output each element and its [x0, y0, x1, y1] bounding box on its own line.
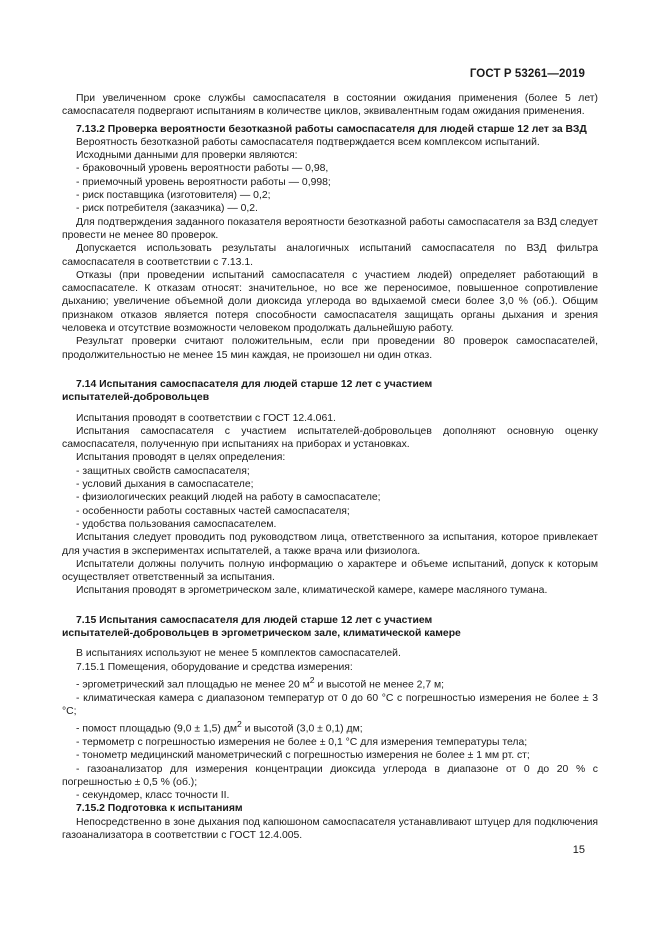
document-body — [62, 92, 598, 842]
list-item-text: и высотой (3,0 ± 0,1) дм; — [241, 723, 363, 735]
section-heading-line: испытателей-добровольцев в эргометрическом зале, климатической камере — [62, 627, 461, 639]
paragraph: Допускается использовать результаты аналогичных испытаний самоспасателя по ВЗД фильтра самоспасателя в соответствии с 7.13.1. — [62, 243, 598, 268]
section-heading-7-14 — [62, 378, 598, 405]
section-heading-line: испытателей-добровольцев — [62, 392, 210, 404]
paragraph: Испытания проводят в целях определения: — [76, 452, 286, 464]
page-number: 15 — [572, 844, 585, 856]
paragraph: Испытания следует проводить под руководством лица, ответственного за испытания, которое привлекает для участия в экспериментах испытателей, а также врача или физиолога. — [62, 532, 598, 557]
superscript: 2 — [309, 674, 315, 685]
list-item-text: и высотой не менее 2,7 м; — [314, 679, 445, 691]
paragraph: Испытатели должны получить полную информацию о характере и объеме испытаний, допуск к которым осуществляет ответственный за испытания. — [62, 558, 598, 584]
section-heading-7-15-2: 7.15.2 Подготовка к испытаниям — [76, 803, 243, 815]
list-item: - удобства пользования самоспасателем. — [76, 518, 277, 530]
list-item — [62, 674, 598, 692]
paragraph: Испытания самоспасателя с участием испытателей-добровольцев дополняют основную оценку самоспасателя, полученную при испытаниях на приборах и установках. — [62, 425, 598, 451]
paragraph: При увеличенном сроке службы самоспасателя в состоянии ожидания применения (более 5 лет) самоспасателя подвергают испытаниям в количестве циклов, эквивалентным годам ожидания применения. — [62, 93, 598, 118]
paragraph: Отказы (при проведении испытаний самоспасателя с участием людей) определяет работающий в самоспасателе. К отказам относят: значительное, но все же переносимое, повышенное сопротивление дыханию; увеличение объемной доли диоксида углерода во вдыхаемой смеси более 3,0 % (об.). Общим признаком отказов является потеря способности самоспасателя защищать органы дыхания и зрения человека и отсутствие возможности человеком продолжать дальнейшую работу. — [62, 269, 598, 335]
paragraph: Испытания проводят в соответствии с ГОСТ 12.4.061. — [76, 412, 336, 424]
list-item: - физиологических реакций людей на работу в самоспасателе; — [76, 492, 381, 504]
list-item: - особенности работы составных частей самоспасателя; — [76, 505, 350, 517]
paragraph: Вероятность безотказной работы самоспасателя подтверждается всем комплексом испытаний. — [76, 136, 540, 148]
superscript: 2 — [236, 719, 242, 730]
section-heading-7-15 — [62, 614, 598, 641]
list-item: - риск потребителя (заказчика) — 0,2. — [76, 203, 258, 215]
list-item: - тонометр медицинский манометрический с погрешностью измерения не более ± 1 мм рт. ст; — [76, 750, 530, 762]
list-item: - климатическая камера с диапазоном температур от 0 до 60 °С с погрешностью измерения не более ± 3 °С; — [62, 692, 598, 717]
list-item: - секундомер, класс точности II. — [76, 790, 230, 802]
section-heading-line: 7.14 Испытания самоспасателя для людей старше 12 лет с участием — [76, 378, 433, 390]
list-item-text: - помост площадью (9,0 ± 1,5) дм — [76, 723, 237, 735]
list-item: - риск поставщика (изготовителя) — 0,2; — [76, 190, 271, 202]
paragraph: Результат проверки считают положительным, если при проведении 80 проверок самоспасателей, продолжительностью не менее 15 мин каждая, не произошел ни один отказ. — [62, 336, 598, 361]
paragraph: Для подтверждения заданного показателя вероятности безотказной работы самоспасателя за ВЗД следует провести не менее 80 проверок. — [62, 216, 598, 241]
paragraph: В испытаниях используют не менее 5 комплектов самоспасателей. — [76, 648, 401, 660]
paragraph: Исходными данными для проверки являются: — [76, 150, 298, 162]
paragraph: 7.15.1 Помещения, оборудование и средства измерения: — [76, 661, 353, 673]
list-item: - защитных свойств самоспасателя; — [76, 465, 250, 477]
paragraph: Испытания проводят в эргометрическом зале, климатической камере, камере масляного тумана. — [76, 585, 548, 597]
list-item: - газоанализатор для измерения концентрации диоксида углерода в диапазоне от 0 до 20 % с погрешностью ± 0,5 % (об.); — [62, 763, 598, 788]
list-item: - браковочный уровень вероятности работы — 0,98, — [76, 163, 329, 175]
document-header: ГОСТ Р 53261—2019 — [469, 68, 585, 80]
list-item: - термометр с погрешностью измерения не более ± 0,1 °С для измерения температуры тела; — [76, 737, 528, 748]
paragraph: Непосредственно в зоне дыхания под капюшоном самоспасателя устанавливают штуцер для подключения газоанализатора в соответствии с ГОСТ 12.4.005. — [62, 816, 598, 842]
list-item — [62, 718, 598, 736]
list-item: - условий дыхания в самоспасателе; — [76, 479, 254, 491]
list-item: - приемочный уровень вероятности работы — 0,998; — [76, 176, 331, 188]
list-item-text: - эргометрический зал площадью не менее 20 м — [76, 679, 310, 691]
section-heading-7-13-2: 7.13.2 Проверка вероятности безотказной работы самоспасателя для людей старше 12 лет за ВЗД — [76, 123, 587, 135]
section-heading-line: 7.15 Испытания самоспасателя для людей старше 12 лет с участием — [76, 614, 433, 626]
